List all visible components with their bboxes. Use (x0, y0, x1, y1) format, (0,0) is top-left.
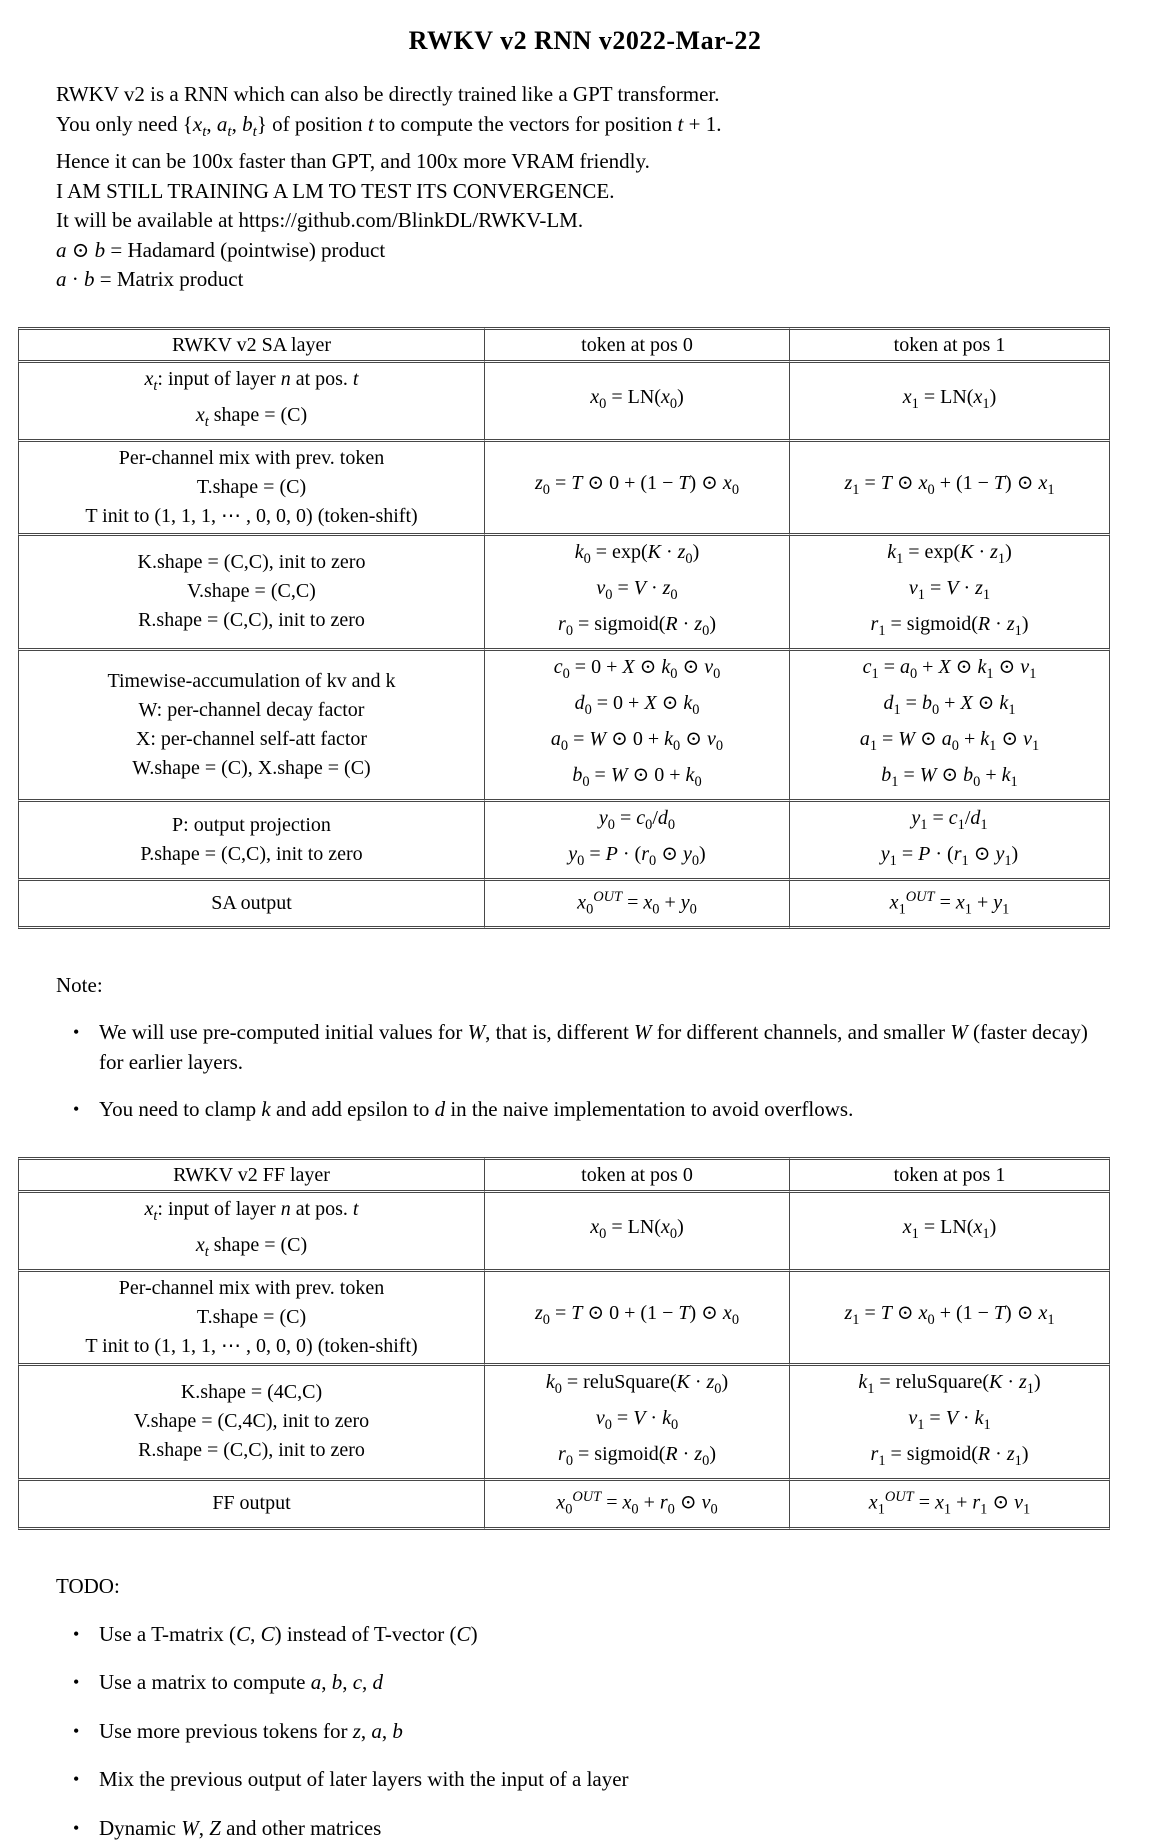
intro-line: a · b = Matrix product (56, 265, 1130, 295)
formula-line: $r_1$ = sigmoid(R · $z_1$) (796, 1440, 1103, 1476)
bullet-icon: • (73, 1095, 79, 1125)
pos0-cell (485, 1366, 790, 1481)
table-row (18, 1193, 1110, 1272)
formula-line: $b_0 = W$ ⊙ $0 + k_0$ (491, 761, 783, 797)
label-line: SA output (25, 889, 478, 918)
formula-line: $z_0 = T$ ⊙ 0 + (1 − T) ⊙ $x_0$ (491, 469, 783, 505)
intro-line: Hence it can be 100x faster than GPT, and 100x more VRAM friendly. (56, 147, 1130, 177)
bullet-item (56, 1668, 1130, 1698)
label-cell (18, 363, 485, 442)
pos1-cell (790, 1481, 1110, 1530)
formula-line: $x_0^{OUT} = x_0 + y_0$ (491, 883, 783, 925)
intro-line: It will be available at https://github.com/BlinkDL/RWKV-LM. (56, 206, 1130, 236)
formula-line: $r_1$ = sigmoid(R · $z_1$) (796, 610, 1103, 646)
pos0-cell (485, 1272, 790, 1366)
bullet-item (56, 1095, 1099, 1125)
pos0-cell (485, 881, 790, 930)
label-line: $x_t$ shape = (C) (25, 1231, 478, 1267)
todo-list (56, 1620, 1130, 1843)
formula-line: $r_0$ = sigmoid(R · $z_0$) (491, 1440, 783, 1476)
ff-table-header-row (18, 1157, 1110, 1193)
pos1-cell (790, 802, 1110, 881)
bullet-text: We will use pre-computed initial values for W, that is, different W for different channels, and smaller W (faster decay) for earlier layers. (99, 1020, 1088, 1074)
bullet-icon: • (73, 1018, 79, 1048)
pos1-cell (790, 881, 1110, 930)
formula-line: $b_1 = W$ ⊙ $b_0 + k_1$ (796, 761, 1103, 797)
formula-line: $z_0 = T$ ⊙ 0 + (1 − T) ⊙ $x_0$ (491, 1299, 783, 1335)
label-cell (18, 881, 485, 930)
pos0-cell (485, 363, 790, 442)
bullet-text: Use more previous tokens for z, a, b (99, 1719, 403, 1743)
ff-layer-table (18, 1157, 1110, 1530)
label-cell (18, 1193, 485, 1272)
table-row (18, 1272, 1110, 1366)
label-line: W.shape = (C), X.shape = (C) (25, 754, 478, 783)
formula-line: $v_0 = V \cdot z_0$ (491, 574, 783, 610)
pos0-cell (485, 802, 790, 881)
formula-line: $c_0 = 0 + X$ ⊙ $k_0$ ⊙ $v_0$ (491, 653, 783, 689)
bullet-icon: • (73, 1765, 79, 1795)
label-cell (18, 1366, 485, 1481)
label-line: V.shape = (C,C) (25, 577, 478, 606)
note-section (56, 971, 1130, 1125)
label-line: Timewise-accumulation of kv and k (25, 667, 478, 696)
label-line: W: per-channel decay factor (25, 696, 478, 725)
label-line: Per-channel mix with prev. token (25, 1274, 478, 1303)
label-cell (18, 536, 485, 651)
formula-line: $x_1 = LN(x_1)$ (796, 1213, 1103, 1249)
table-row (18, 1481, 1110, 1530)
formula-line: $k_1$ = reluSquare(K · $z_1$) (796, 1368, 1103, 1404)
formula-line: $a_0 = W$ ⊙ $0 + k_0$ ⊙ $v_0$ (491, 725, 783, 761)
pos1-cell (790, 1193, 1110, 1272)
formula-line: $x_1^{OUT} = x_1 + r_1$ ⊙ $v_1$ (796, 1483, 1103, 1525)
formula-line: $z_1 = T$ ⊙ $x_0 + (1 - T)$ ⊙ $x_1$ (796, 1299, 1103, 1335)
intro-paragraph (56, 80, 1130, 295)
formula-line: $z_1 = T$ ⊙ $x_0 + (1 - T)$ ⊙ $x_1$ (796, 469, 1103, 505)
pos1-cell (790, 536, 1110, 651)
bullet-item (56, 1018, 1099, 1077)
table-header-cell: RWKV v2 FF layer (18, 1157, 485, 1193)
formula-line: $a_1 = W$ ⊙ $a_0 + k_1$ ⊙ $v_1$ (796, 725, 1103, 761)
bullet-icon: • (73, 1668, 79, 1698)
formula-line: $r_0$ = sigmoid(R · $z_0$) (491, 610, 783, 646)
formula-line: $v_1 = V \cdot z_1$ (796, 574, 1103, 610)
formula-line: $v_1 = V \cdot k_1$ (796, 1404, 1103, 1440)
label-cell (18, 1272, 485, 1366)
table-header-cell: RWKV v2 SA layer (18, 327, 485, 363)
pos1-cell (790, 363, 1110, 442)
bullet-text: Mix the previous output of later layers with the input of a layer (99, 1767, 629, 1791)
label-cell (18, 651, 485, 802)
label-line: P.shape = (C,C), init to zero (25, 840, 478, 869)
bullet-text: Dynamic W, Z and other matrices (99, 1816, 381, 1840)
label-cell (18, 1481, 485, 1530)
formula-line: $y_1 = c_1/d_1$ (796, 804, 1103, 840)
label-cell (18, 442, 485, 536)
label-line: R.shape = (C,C), init to zero (25, 1436, 478, 1465)
bullet-text: Use a matrix to compute a, b, c, d (99, 1670, 383, 1694)
formula-line: $y_0 = c_0/d_0$ (491, 804, 783, 840)
table-row (18, 881, 1110, 930)
formula-line: $k_0 = \exp(K \cdot z_0)$ (491, 538, 783, 574)
formula-line: $x_0 = LN(x_0)$ (491, 383, 783, 419)
todo-heading: TODO: (56, 1572, 1130, 1601)
bullet-text: You need to clamp k and add epsilon to d in the naive implementation to avoid overflows. (99, 1097, 853, 1121)
pos0-cell (485, 651, 790, 802)
pos1-cell (790, 651, 1110, 802)
table-header-cell: token at pos 1 (790, 1157, 1110, 1193)
bullet-text: Use a T-matrix (C, C) instead of T-vector (C) (99, 1622, 478, 1646)
formula-line: $x_1^{OUT} = x_1 + y_1$ (796, 883, 1103, 925)
pos0-cell (485, 1481, 790, 1530)
intro-line: RWKV v2 is a RNN which can also be directly trained like a GPT transformer. (56, 80, 1130, 110)
sa-table-header-row (18, 327, 1110, 363)
label-line: T init to (1, 1, 1, ⋯ , 0, 0, 0) (token-shift) (25, 502, 478, 531)
intro-line: You only need {$x_t$, $a_t$, $b_t$} of position t to compute the vectors for position t + 1. (56, 110, 1130, 148)
table-row (18, 363, 1110, 442)
bullet-icon: • (73, 1814, 79, 1843)
todo-section (56, 1572, 1130, 1843)
note-heading: Note: (56, 971, 1130, 1000)
pos1-cell (790, 1272, 1110, 1366)
bullet-item (56, 1620, 1130, 1650)
table-row (18, 442, 1110, 536)
page-title: RWKV v2 RNN v2022-Mar-22 (0, 26, 1170, 56)
table-row (18, 802, 1110, 881)
label-line: R.shape = (C,C), init to zero (25, 606, 478, 635)
pos0-cell (485, 1193, 790, 1272)
formula-line: $k_1 = \exp(K \cdot z_1)$ (796, 538, 1103, 574)
label-line: V.shape = (C,4C), init to zero (25, 1407, 478, 1436)
formula-line: $d_1 = b_0 + X$ ⊙ $k_1$ (796, 689, 1103, 725)
label-line: $x_t$: input of layer n at pos. t (25, 365, 478, 401)
table-header-cell: token at pos 1 (790, 327, 1110, 363)
intro-line: a ⊙ b = Hadamard (pointwise) product (56, 236, 1130, 266)
label-cell (18, 802, 485, 881)
pos0-cell (485, 536, 790, 651)
bullet-icon: • (73, 1717, 79, 1747)
label-line: X: per-channel self-att factor (25, 725, 478, 754)
table-row (18, 536, 1110, 651)
label-line: FF output (25, 1489, 478, 1518)
label-line: Per-channel mix with prev. token (25, 444, 478, 473)
label-line: $x_t$: input of layer n at pos. t (25, 1195, 478, 1231)
bullet-item (56, 1765, 1130, 1795)
pos1-cell (790, 442, 1110, 536)
table-header-cell: token at pos 0 (485, 327, 790, 363)
sa-layer-table (18, 327, 1110, 930)
formula-line: $k_0$ = reluSquare(K · $z_0$) (491, 1368, 783, 1404)
bullet-icon: • (73, 1620, 79, 1650)
note-list (56, 1018, 1130, 1125)
label-line: P: output projection (25, 811, 478, 840)
formula-line: $c_1 = a_0 + X$ ⊙ $k_1$ ⊙ $v_1$ (796, 653, 1103, 689)
label-line: T init to (1, 1, 1, ⋯ , 0, 0, 0) (token-shift) (25, 1332, 478, 1361)
formula-line: $x_0 = LN(x_0)$ (491, 1213, 783, 1249)
label-line: T.shape = (C) (25, 473, 478, 502)
label-line: K.shape = (C,C), init to zero (25, 548, 478, 577)
label-line: $x_t$ shape = (C) (25, 401, 478, 437)
table-row (18, 651, 1110, 802)
formula-line: $y_1 = P \cdot (r_1$ ⊙ $y_1$) (796, 840, 1103, 876)
pos1-cell (790, 1366, 1110, 1481)
formula-line: $d_0 = 0 + X$ ⊙ $k_0$ (491, 689, 783, 725)
label-line: T.shape = (C) (25, 1303, 478, 1332)
formula-line: $x_0^{OUT} = x_0 + r_0$ ⊙ $v_0$ (491, 1483, 783, 1525)
table-header-cell: token at pos 0 (485, 1157, 790, 1193)
bullet-item (56, 1717, 1130, 1747)
pos0-cell (485, 442, 790, 536)
formula-line: $v_0 = V \cdot k_0$ (491, 1404, 783, 1440)
bullet-item (56, 1814, 1130, 1843)
intro-line: I AM STILL TRAINING A LM TO TEST ITS CONVERGENCE. (56, 177, 1130, 207)
formula-line: $x_1 = LN(x_1)$ (796, 383, 1103, 419)
label-line: K.shape = (4C,C) (25, 1378, 478, 1407)
formula-line: $y_0 = P \cdot (r_0$ ⊙ $y_0$) (491, 840, 783, 876)
table-row (18, 1366, 1110, 1481)
